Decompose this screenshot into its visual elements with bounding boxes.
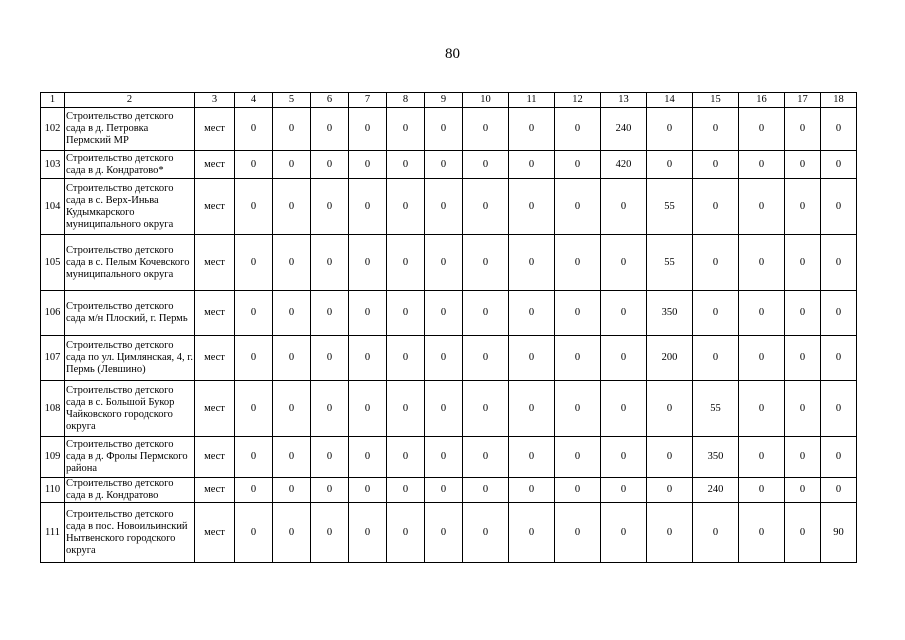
row-name: Строительство детского сада в с. Пелым Кочевского муниципального округа [65,235,195,291]
value-cell: 0 [463,478,509,503]
header-cell: 13 [601,93,647,108]
value-cell: 0 [235,108,273,151]
row-number: 107 [41,336,65,381]
value-cell: 0 [785,235,821,291]
value-cell: 0 [555,108,601,151]
value-cell: 0 [693,179,739,235]
value-cell: 0 [425,108,463,151]
row-unit: мест [195,478,235,503]
row-number: 104 [41,179,65,235]
value-cell: 350 [693,437,739,478]
value-cell: 0 [425,151,463,179]
value-cell: 0 [387,503,425,563]
header-row [41,93,857,108]
row-number: 109 [41,437,65,478]
value-cell: 55 [693,381,739,437]
header-cell: 12 [555,93,601,108]
value-cell: 0 [463,336,509,381]
value-cell: 0 [387,235,425,291]
value-cell: 0 [601,291,647,336]
value-cell: 0 [311,503,349,563]
value-cell: 0 [601,235,647,291]
row-number: 102 [41,108,65,151]
value-cell: 0 [739,478,785,503]
value-cell: 0 [311,179,349,235]
table-row [41,381,857,437]
value-cell: 0 [601,437,647,478]
value-cell: 0 [311,381,349,437]
row-unit: мест [195,503,235,563]
value-cell: 0 [601,381,647,437]
header-cell: 4 [235,93,273,108]
value-cell: 200 [647,336,693,381]
data-table [40,92,857,563]
value-cell: 0 [785,151,821,179]
value-cell: 0 [273,108,311,151]
value-cell: 0 [387,291,425,336]
value-cell: 0 [821,336,857,381]
value-cell: 0 [739,108,785,151]
value-cell: 0 [739,437,785,478]
value-cell: 0 [647,503,693,563]
value-cell: 0 [693,151,739,179]
value-cell: 0 [509,336,555,381]
value-cell: 0 [821,291,857,336]
value-cell: 0 [821,179,857,235]
header-cell: 3 [195,93,235,108]
value-cell: 0 [273,503,311,563]
value-cell: 0 [349,235,387,291]
value-cell: 0 [601,179,647,235]
value-cell: 0 [235,235,273,291]
value-cell: 0 [311,235,349,291]
header-cell: 15 [693,93,739,108]
row-unit: мест [195,108,235,151]
value-cell: 0 [739,381,785,437]
table-row [41,291,857,336]
header-cell: 17 [785,93,821,108]
value-cell: 0 [425,381,463,437]
value-cell: 0 [601,503,647,563]
value-cell: 0 [235,336,273,381]
value-cell: 0 [273,291,311,336]
value-cell: 0 [463,108,509,151]
value-cell: 0 [387,381,425,437]
value-cell: 240 [693,478,739,503]
value-cell: 0 [349,151,387,179]
value-cell: 0 [235,503,273,563]
value-cell: 0 [555,235,601,291]
value-cell: 0 [821,478,857,503]
row-name: Строительство детского сада в д. Кондратово [65,478,195,503]
row-number: 103 [41,151,65,179]
row-number: 106 [41,291,65,336]
value-cell: 0 [235,179,273,235]
value-cell: 0 [349,381,387,437]
header-cell: 6 [311,93,349,108]
value-cell: 0 [349,437,387,478]
value-cell: 0 [425,235,463,291]
value-cell: 0 [387,108,425,151]
value-cell: 0 [555,151,601,179]
table-row [41,235,857,291]
value-cell: 0 [463,235,509,291]
value-cell: 0 [647,151,693,179]
value-cell: 0 [785,478,821,503]
value-cell: 0 [785,108,821,151]
value-cell: 0 [555,179,601,235]
row-number: 110 [41,478,65,503]
value-cell: 0 [463,291,509,336]
value-cell: 0 [463,437,509,478]
value-cell: 0 [387,437,425,478]
value-cell: 0 [785,503,821,563]
header-cell: 8 [387,93,425,108]
value-cell: 0 [273,336,311,381]
value-cell: 0 [693,108,739,151]
value-cell: 0 [821,437,857,478]
value-cell: 420 [601,151,647,179]
table-row [41,108,857,151]
row-unit: мест [195,179,235,235]
value-cell: 0 [349,478,387,503]
value-cell: 0 [555,503,601,563]
row-unit: мест [195,381,235,437]
value-cell: 0 [387,336,425,381]
row-name: Строительство детского сада м/н Плоский, г. Пермь [65,291,195,336]
value-cell: 0 [349,503,387,563]
value-cell: 55 [647,235,693,291]
value-cell: 0 [739,291,785,336]
table-row [41,503,857,563]
value-cell: 0 [463,503,509,563]
row-number: 111 [41,503,65,563]
value-cell: 0 [739,503,785,563]
header-cell: 14 [647,93,693,108]
value-cell: 0 [555,478,601,503]
value-cell: 0 [273,179,311,235]
value-cell: 0 [693,291,739,336]
header-cell: 10 [463,93,509,108]
row-name: Строительство детского сада в пос. Новоильинский Нытвенского городского округа [65,503,195,563]
value-cell: 0 [821,151,857,179]
header-cell: 11 [509,93,555,108]
value-cell: 0 [235,478,273,503]
value-cell: 0 [785,179,821,235]
value-cell: 0 [311,291,349,336]
value-cell: 0 [739,151,785,179]
table-row [41,437,857,478]
value-cell: 0 [647,381,693,437]
value-cell: 0 [821,235,857,291]
row-unit: мест [195,437,235,478]
value-cell: 0 [425,437,463,478]
value-cell: 0 [693,503,739,563]
value-cell: 0 [349,336,387,381]
value-cell: 0 [647,437,693,478]
value-cell: 0 [647,108,693,151]
value-cell: 55 [647,179,693,235]
header-cell: 7 [349,93,387,108]
value-cell: 0 [509,503,555,563]
value-cell: 240 [601,108,647,151]
value-cell: 0 [509,179,555,235]
row-unit: мест [195,151,235,179]
value-cell: 0 [739,179,785,235]
value-cell: 0 [387,179,425,235]
value-cell: 0 [273,381,311,437]
value-cell: 0 [509,437,555,478]
header-cell: 18 [821,93,857,108]
value-cell: 0 [235,381,273,437]
value-cell: 0 [349,291,387,336]
value-cell: 0 [509,291,555,336]
value-cell: 0 [821,108,857,151]
value-cell: 0 [509,235,555,291]
row-name: Строительство детского сада в с. Большой Букор Чайковского городского округа [65,381,195,437]
table-row [41,151,857,179]
row-number: 108 [41,381,65,437]
value-cell: 350 [647,291,693,336]
value-cell: 0 [555,336,601,381]
value-cell: 0 [509,478,555,503]
value-cell: 0 [387,151,425,179]
table-row [41,478,857,503]
value-cell: 0 [821,381,857,437]
header-cell: 16 [739,93,785,108]
value-cell: 0 [601,336,647,381]
value-cell: 0 [785,336,821,381]
value-cell: 0 [739,235,785,291]
value-cell: 0 [387,478,425,503]
value-cell: 0 [425,291,463,336]
value-cell: 0 [509,108,555,151]
header-cell: 9 [425,93,463,108]
value-cell: 0 [555,437,601,478]
row-name: Строительство детского сада в с. Верх-Иньва Кудымкарского муниципального округа [65,179,195,235]
value-cell: 0 [463,179,509,235]
value-cell: 0 [785,381,821,437]
value-cell: 0 [349,108,387,151]
value-cell: 0 [273,478,311,503]
value-cell: 0 [425,336,463,381]
header-cell: 2 [65,93,195,108]
value-cell: 0 [273,235,311,291]
value-cell: 0 [555,381,601,437]
value-cell: 0 [235,291,273,336]
value-cell: 0 [311,336,349,381]
value-cell: 90 [821,503,857,563]
value-cell: 0 [785,291,821,336]
value-cell: 0 [463,151,509,179]
header-cell: 1 [41,93,65,108]
table-row [41,179,857,235]
value-cell: 0 [425,179,463,235]
row-name: Строительство детского сада по ул. Цимлянская, 4, г. Пермь (Левшино) [65,336,195,381]
row-name: Строительство детского сада в д. Фролы Пермского района [65,437,195,478]
header-cell: 5 [273,93,311,108]
table-row [41,336,857,381]
row-unit: мест [195,291,235,336]
value-cell: 0 [739,336,785,381]
value-cell: 0 [425,478,463,503]
value-cell: 0 [311,151,349,179]
row-number: 105 [41,235,65,291]
value-cell: 0 [311,478,349,503]
value-cell: 0 [463,381,509,437]
value-cell: 0 [273,437,311,478]
page-number: 80 [445,46,460,62]
value-cell: 0 [349,179,387,235]
value-cell: 0 [693,235,739,291]
row-unit: мест [195,336,235,381]
value-cell: 0 [273,151,311,179]
value-cell: 0 [785,437,821,478]
row-name: Строительство детского сада в д. Петровка Пермский МР [65,108,195,151]
value-cell: 0 [509,151,555,179]
value-cell: 0 [311,437,349,478]
value-cell: 0 [425,503,463,563]
value-cell: 0 [235,437,273,478]
row-name: Строительство детского сада в д. Кондратово* [65,151,195,179]
value-cell: 0 [311,108,349,151]
value-cell: 0 [235,151,273,179]
value-cell: 0 [693,336,739,381]
value-cell: 0 [647,478,693,503]
value-cell: 0 [555,291,601,336]
value-cell: 0 [601,478,647,503]
row-unit: мест [195,235,235,291]
value-cell: 0 [509,381,555,437]
